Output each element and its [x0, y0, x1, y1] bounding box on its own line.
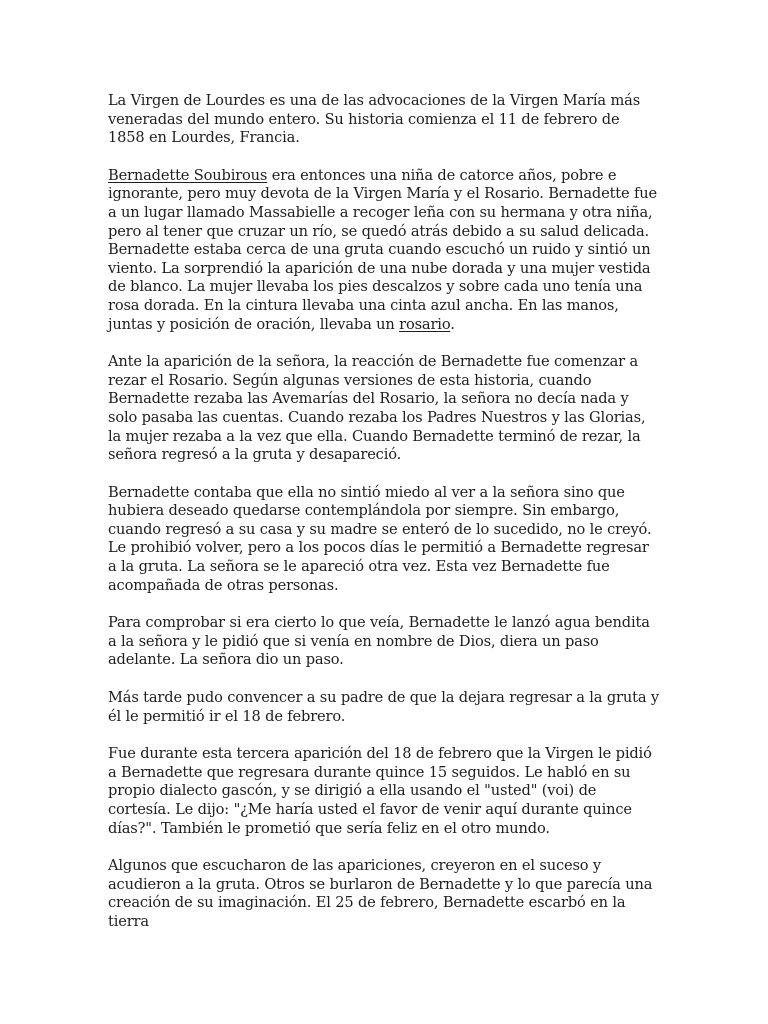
paragraph-intro-text: La Virgen de Lourdes es una de las advocaciones de la Virgen María más veneradas del mundo entero. Su historia comienza el 11 de febrero de 1858 en Lourdes, Francia. [108, 92, 641, 147]
rosario-link[interactable]: rosario [399, 315, 451, 333]
paragraph-rosario-text: Ante la aparición de la señora, la reacción de Bernadette fue comenzar a rezar el Rosario. Según algunas versiones de esta historia, cuando Bernadette rezaba las Avemarías del Rosario, la señora no decía nada y solo pasaba las cuentas. Cuando rezaba los Padres Nuestros y las Glorias, la mujer rezaba a la vez que ella. Cuando Bernadette terminó de rezar, la señora regresó a la gruta y desapareció. [108, 353, 646, 464]
paragraph-madre [108, 484, 660, 596]
paragraph-bernadette-end: . [450, 315, 455, 333]
paragraph-bernadette-text: era entonces una niña de catorce años, pobre e ignorante, pero muy devota de la Virgen María y el Rosario. Bernadette fue a un lugar llamado Massabielle a recoger leña con su hermana y otra niña, pero al tener que cruzar un río, se quedó atrás debido a su salud delicada. Bernadette estaba cerca de una gruta cuando escuchó un ruido y sintió un viento. La sorprendió la aparición de una nube dorada y una mujer vestida de blanco. La mujer llevaba los pies descalzos y sobre cada uno tenía una rosa dorada. En la cintura llevaba una cinta azul ancha. En las manos, juntas y posición de oración, llevaba un [108, 166, 657, 333]
paragraph-algunos [108, 857, 660, 931]
paragraph-tercera-aparicion-text: Fue durante esta tercera aparición del 18 de febrero que la Virgen le pidió a Bernadette que regresara durante quince 15 seguidos. Le habló en su propio dialecto gascón, y se dirigió a ella usando el "usted" (voi) de cortesía. Le dijo: "¿Me haría usted el favor de venir aquí durante quince días?". También le prometió que sería feliz en el otro mundo. [108, 745, 652, 837]
paragraph-padre [108, 689, 660, 726]
paragraph-padre-text: Más tarde pudo convencer a su padre de que la dejara regresar a la gruta y él le permitió ir el 18 de febrero. [108, 689, 659, 725]
paragraph-bernadette [108, 167, 660, 334]
paragraph-madre-text: Bernadette contaba que ella no sintió miedo al ver a la señora sino que hubiera deseado quedarse contemplándola por siempre. Sin embargo, cuando regresó a su casa y su madre se enteró de lo sucedido, no le creyó. Le prohibió volver, pero a los pocos días le permitió a Bernadette regresar a la gruta. La señora se le apareció otra vez. Esta vez Bernadette fue acompañada de otras personas. [108, 483, 652, 594]
paragraph-algunos-text: Algunos que escucharon de las apariciones, creyeron en el suceso y acudieron a la gruta. Otros se burlaron de Bernadette y lo que parecía una creación de su imaginación. El 25 de febrero, Bernadette escarbó en la tierra [108, 857, 653, 930]
paragraph-intro [108, 92, 660, 148]
paragraph-agua-bendita [108, 614, 660, 670]
paragraph-rosario [108, 353, 660, 465]
bernadette-soubirous-link[interactable]: Bernadette Soubirous [108, 166, 268, 184]
paragraph-agua-bendita-text: Para comprobar si era cierto lo que veía, Bernadette le lanzó agua bendita a la señora y le pidió que si venía en nombre de Dios, diera un paso adelante. La señora dio un paso. [108, 614, 650, 669]
document-body [108, 92, 660, 951]
paragraph-tercera-aparicion [108, 745, 660, 838]
